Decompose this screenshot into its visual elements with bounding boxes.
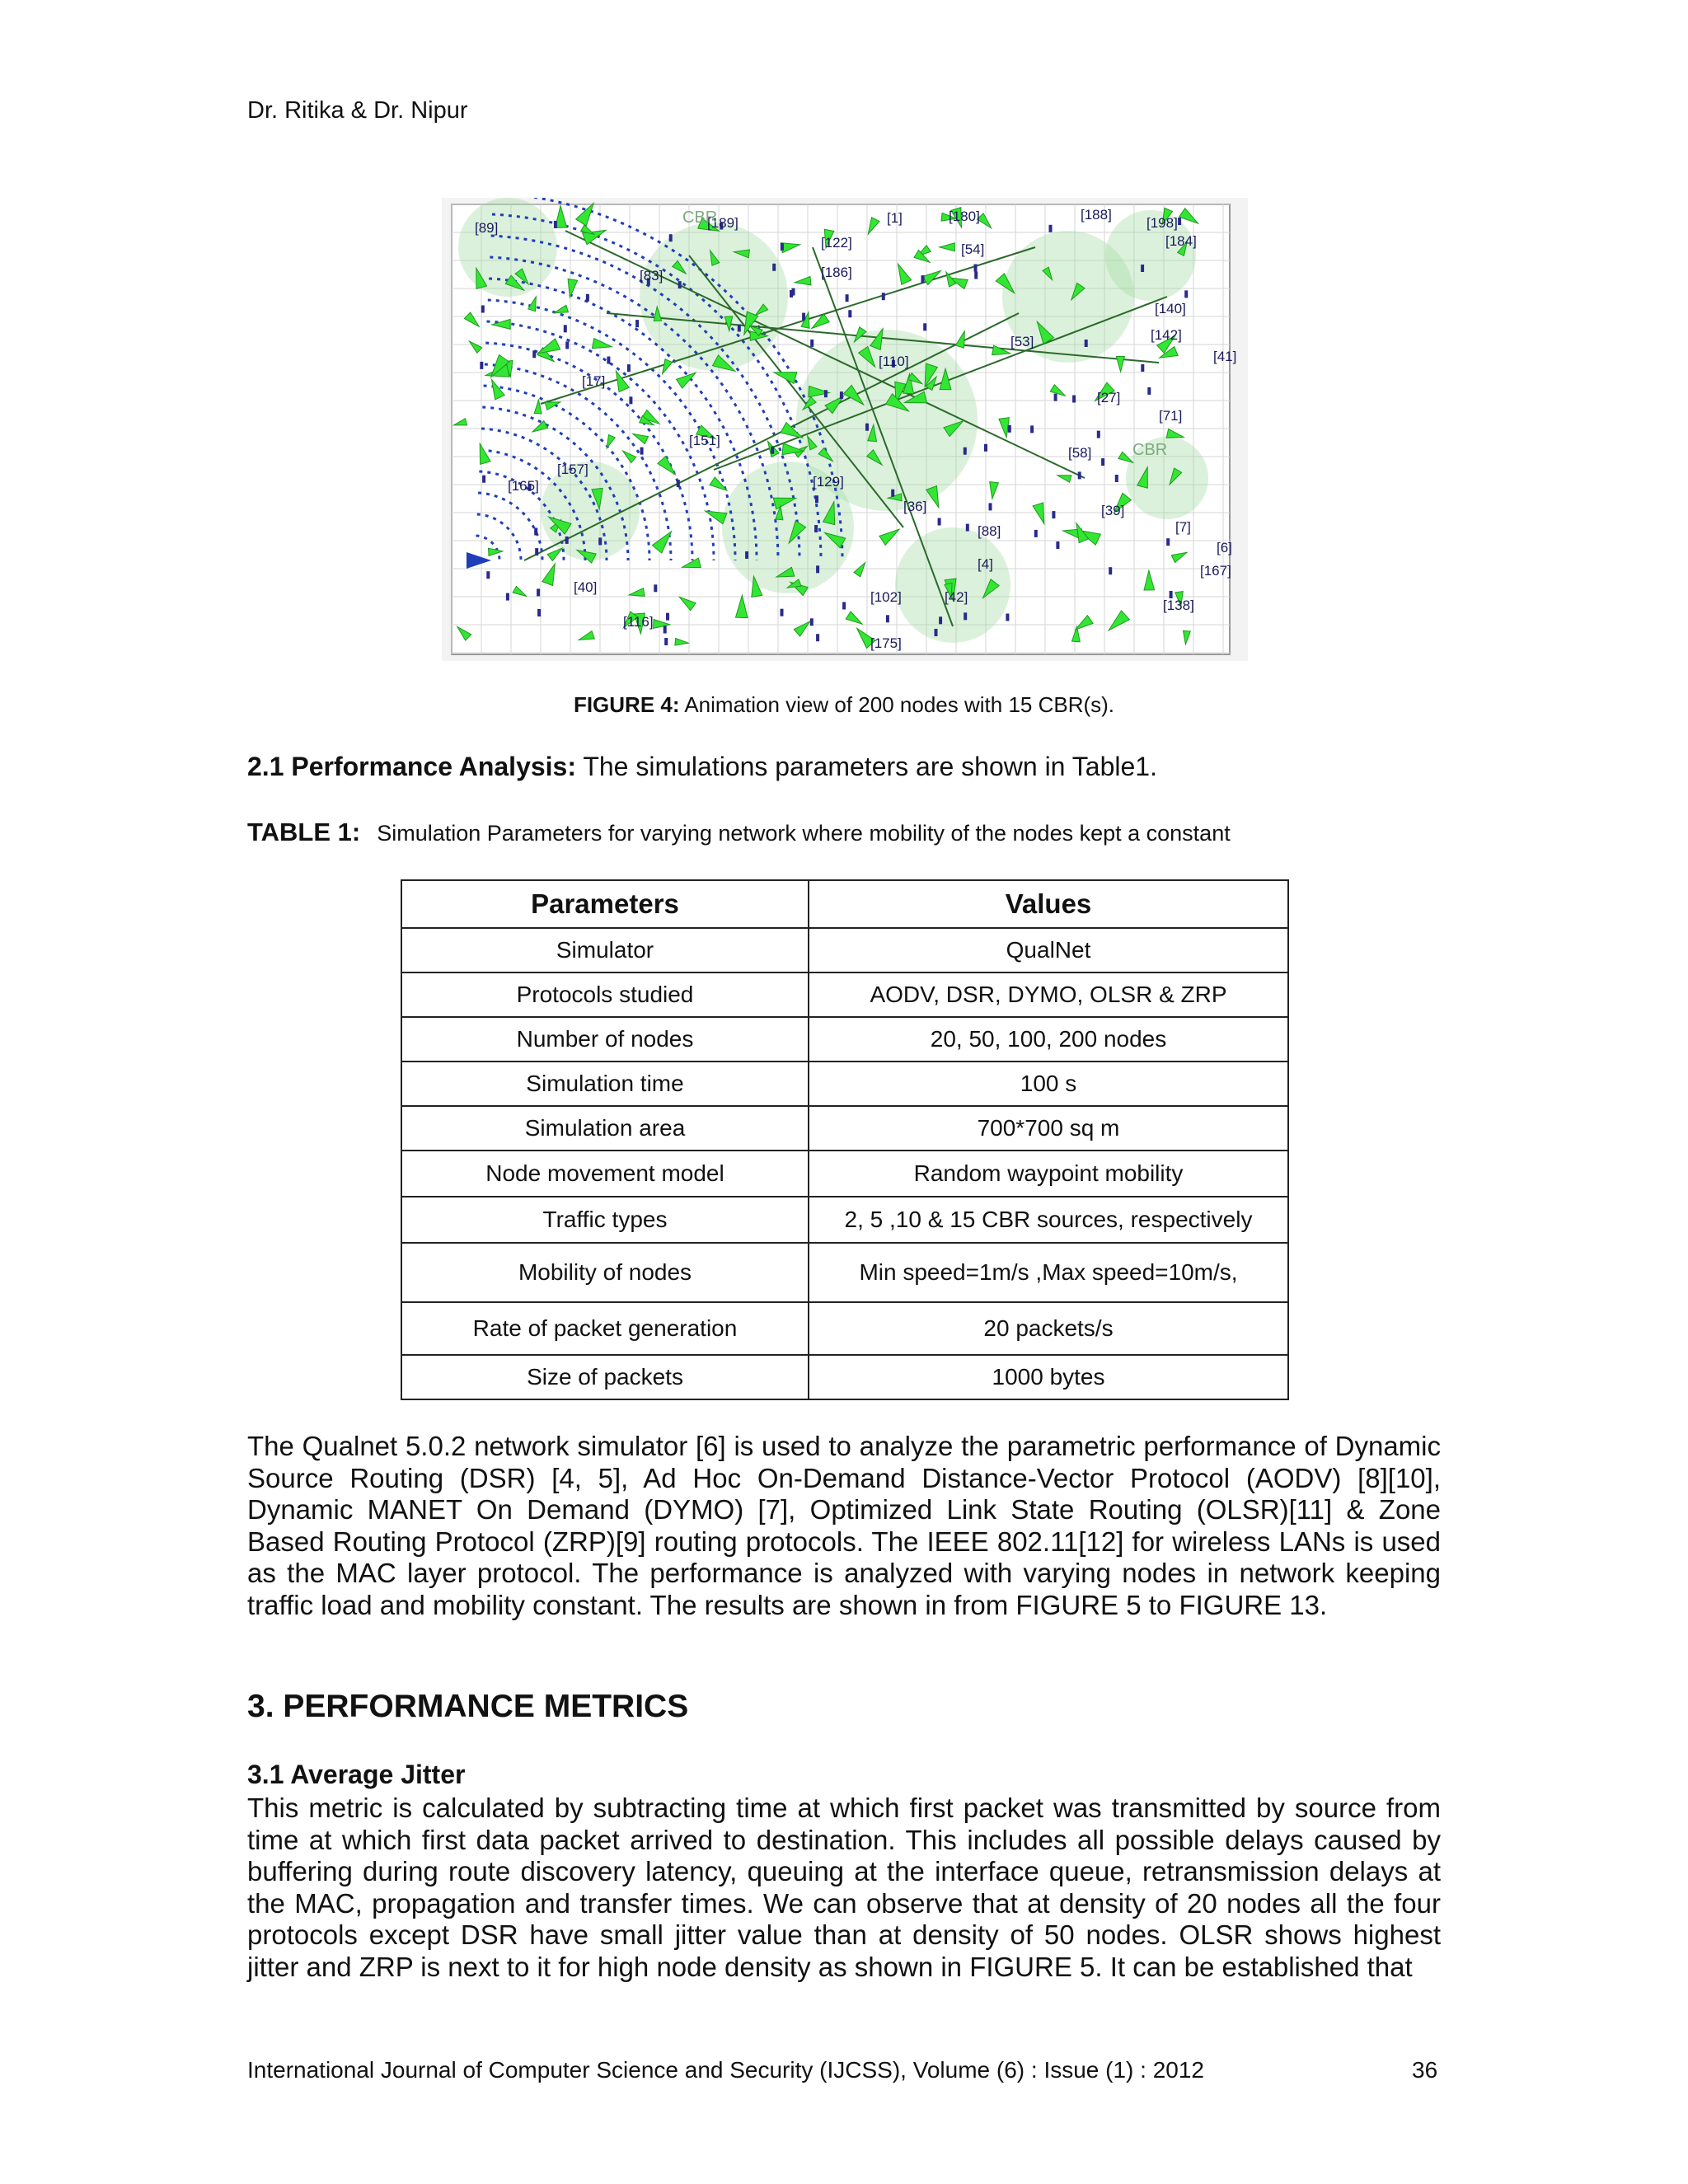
node-icon — [882, 293, 885, 300]
node-label: [142] — [1151, 327, 1182, 343]
node-icon — [1178, 218, 1181, 225]
node-label: [4] — [978, 556, 993, 572]
node-label: [83] — [640, 268, 663, 284]
node-label: [40] — [574, 579, 598, 595]
table-label: TABLE 1: — [247, 818, 361, 846]
node-icon — [814, 525, 818, 532]
node-icon — [886, 615, 889, 622]
node-label: [53] — [1010, 334, 1034, 349]
node-label: [54] — [961, 241, 985, 257]
table-row — [401, 928, 1288, 972]
node-label: [71] — [1159, 408, 1183, 424]
node-icon — [923, 323, 926, 330]
table-cell: Simulation time — [401, 1062, 809, 1106]
node-icon — [984, 444, 987, 452]
node-label: [122] — [821, 235, 852, 251]
table-caption — [247, 818, 1231, 847]
node-icon — [964, 612, 967, 620]
node-label: [180] — [949, 209, 980, 224]
node-icon — [865, 424, 869, 431]
node-icon — [677, 480, 680, 487]
node-icon — [640, 448, 644, 455]
figure-label: FIGURE 4: — [573, 692, 680, 717]
node-icon — [1141, 265, 1144, 272]
node-label: [41] — [1213, 349, 1237, 364]
table-cell: 1000 bytes — [809, 1355, 1288, 1399]
figure-caption — [0, 692, 1688, 718]
table-row — [401, 1017, 1288, 1062]
node-icon — [846, 294, 849, 302]
node-label: [189] — [707, 215, 738, 231]
node-icon — [974, 272, 978, 279]
node-label: [88] — [978, 523, 1001, 539]
node-icon — [939, 616, 942, 624]
node-icon — [1085, 340, 1088, 347]
node-icon — [921, 275, 925, 283]
node-icon — [1147, 387, 1151, 395]
node-icon — [506, 593, 509, 601]
table-row — [401, 1062, 1288, 1106]
table-cell: 100 s — [809, 1062, 1288, 1106]
table-row — [401, 1302, 1288, 1355]
node-label: [36] — [903, 499, 927, 514]
node-icon — [1078, 471, 1081, 479]
node-icon — [1101, 458, 1104, 466]
node-label: [167] — [1200, 563, 1231, 579]
node-label: [6] — [1217, 540, 1232, 555]
node-icon — [781, 243, 784, 251]
node-icon — [486, 571, 490, 579]
figure-caption-text: Animation view of 200 nodes with 15 CBR(s). — [684, 692, 1115, 717]
table-cell: Simulator — [401, 928, 809, 972]
node-icon — [790, 290, 793, 298]
node-icon — [745, 551, 748, 559]
node-icon — [1030, 425, 1034, 433]
table-cell: Protocols studied — [401, 972, 809, 1017]
node-label: [89] — [475, 220, 499, 236]
node-label: [198] — [1146, 215, 1178, 231]
table-cell: QualNet — [809, 928, 1288, 972]
node-icon — [772, 264, 776, 271]
table-row — [401, 1355, 1288, 1399]
node-icon — [1054, 394, 1057, 401]
node-label: [129] — [813, 474, 844, 490]
node-label: [110] — [879, 354, 909, 369]
table-row — [401, 1197, 1288, 1243]
table-cell: Size of packets — [401, 1355, 809, 1399]
node-label: [17] — [582, 373, 606, 389]
node-icon — [627, 364, 631, 372]
network-animation — [442, 198, 1248, 661]
figure-4-animation-view — [442, 198, 1248, 661]
section-text: The simulations parameters are shown in Table1. — [583, 752, 1157, 781]
node-icon — [810, 618, 814, 626]
table-cell: Node movement model — [401, 1151, 809, 1197]
cbr-label: CBR — [682, 209, 718, 227]
node-icon — [663, 626, 667, 634]
page-number: 36 — [1412, 2057, 1438, 2083]
table-row — [401, 1106, 1288, 1151]
table-title: Simulation Parameters for varying network where mobility of the nodes kept a constant — [377, 821, 1231, 846]
node-icon — [481, 306, 485, 313]
node-icon — [1115, 475, 1118, 482]
node-icon — [535, 548, 538, 555]
table-header: Values — [809, 880, 1288, 928]
node-label: [184] — [1165, 233, 1197, 249]
footer-journal: International Journal of Computer Science and Security (IJCSS), Volume (6) : Issue (1) : 2012 — [247, 2057, 1205, 2083]
node-label: [165] — [508, 478, 539, 494]
subsection-heading: 3.1 Average Jitter — [247, 1760, 466, 1789]
node-icon — [629, 396, 632, 404]
table-cell: Min speed=1m/s ,Max speed=10m/s, — [809, 1243, 1288, 1302]
node-label: [157] — [557, 462, 588, 477]
table-row — [401, 1243, 1288, 1302]
node-icon — [964, 448, 967, 455]
node-icon — [586, 294, 589, 302]
node-icon — [1072, 396, 1076, 403]
section-2-1 — [247, 752, 1157, 782]
table-row — [401, 972, 1288, 1017]
node-icon — [664, 638, 668, 645]
node-icon — [802, 313, 805, 321]
body-paragraph: This metric is calculated by subtracting time at which first packet was transmitted by source from time at which first data packet arrived to destination. This includes all possible delays caused by buffering during route discovery latency, queuing at the interface queue, retransmission delays at the MAC, propagation and transfer times. We can observe that at density of 20 nodes all the four protocols except DSR have small jitter value than at density of 50 nodes. OLSR shows highest jitter and ZRP is next to it for high node density as shown in FIGURE 5. It can be established that — [247, 1793, 1441, 1982]
node-label: [188] — [1081, 207, 1112, 223]
table-cell: Rate of packet generation — [401, 1302, 809, 1355]
node-icon — [842, 602, 846, 610]
node-icon — [537, 609, 541, 616]
node-icon — [810, 340, 814, 347]
node-label: [7] — [1175, 519, 1191, 535]
node-icon — [1049, 225, 1053, 232]
node-icon — [781, 609, 784, 616]
table-header: Parameters — [401, 880, 809, 928]
node-icon — [654, 584, 657, 592]
node-icon — [816, 565, 819, 573]
node-icon — [1166, 538, 1170, 546]
node-icon — [537, 588, 540, 596]
node-icon — [565, 537, 569, 544]
node-icon — [1034, 530, 1038, 537]
node-icon — [554, 221, 557, 228]
node-icon — [607, 357, 610, 364]
table-cell: 2, 5 ,10 & 15 CBR sources, respectively — [809, 1197, 1288, 1243]
section-heading: 2.1 Performance Analysis: — [247, 752, 576, 781]
table-row — [401, 1151, 1288, 1197]
simulation-parameters-table — [401, 879, 1289, 1400]
node-icon — [840, 391, 843, 399]
table-cell: Number of nodes — [401, 1017, 809, 1062]
node-icon — [974, 265, 978, 272]
node-icon — [1097, 431, 1100, 438]
node-icon — [815, 495, 818, 503]
node-icon — [669, 234, 673, 241]
node-label: [186] — [821, 265, 852, 280]
node-icon — [989, 503, 992, 510]
node-icon — [938, 518, 941, 526]
node-icon — [1184, 290, 1188, 298]
table-cell: Simulation area — [401, 1106, 809, 1151]
node-label: [175] — [870, 635, 902, 651]
node-icon — [534, 528, 537, 536]
node-label: [27] — [1097, 390, 1121, 405]
node-icon — [565, 341, 569, 349]
node-icon — [891, 490, 894, 497]
node-icon — [824, 390, 828, 397]
section-heading: 3. PERFORMANCE METRICS — [247, 1689, 689, 1724]
node-icon — [1006, 614, 1009, 621]
node-label: [116] — [623, 614, 654, 630]
node-label: [39] — [1101, 503, 1125, 518]
node-icon — [1109, 567, 1112, 574]
node-icon — [635, 320, 639, 327]
node-icon — [1056, 541, 1059, 549]
node-label: [151] — [689, 433, 720, 448]
node-icon — [738, 325, 741, 332]
table-cell: Random waypoint mobility — [809, 1151, 1288, 1197]
node-icon — [1008, 425, 1011, 433]
node-icon — [816, 634, 819, 641]
node-label: [138] — [1163, 598, 1194, 613]
node-label: [42] — [945, 589, 968, 605]
table-cell: 700*700 sq m — [809, 1106, 1288, 1151]
node-icon — [1052, 511, 1055, 518]
table-cell: AODV, DSR, DYMO, OLSR & ZRP — [809, 972, 1288, 1017]
node-icon — [771, 447, 774, 454]
node-icon — [480, 362, 483, 369]
node-label: [140] — [1155, 301, 1186, 316]
node-icon — [482, 476, 485, 483]
node-icon — [966, 524, 969, 532]
table-cell: Traffic types — [401, 1197, 809, 1243]
node-icon — [935, 629, 938, 636]
node-label: [102] — [870, 589, 902, 605]
table-cell: Mobility of nodes — [401, 1243, 809, 1302]
table-cell: 20 packets/s — [809, 1302, 1288, 1355]
cbr-label: CBR — [1132, 441, 1168, 459]
node-label: [58] — [1068, 445, 1092, 461]
node-icon — [848, 310, 851, 317]
node-icon — [1141, 364, 1144, 372]
table-cell: 20, 50, 100, 200 nodes — [809, 1017, 1288, 1062]
node-icon — [564, 325, 567, 332]
node-icon — [678, 281, 682, 288]
body-paragraph: The Qualnet 5.0.2 network simulator [6] is used to analyze the parametric performance of Dynamic Source Routing (DSR) [4, 5], Ad Hoc On-Demand Distance-Vector Protocol (AODV) [8][10], Dynamic MANET On Demand (DYMO) [7], Optimized Link State Routing (OLSR)[11] & Zone Based Routing Protocol (ZRP)[9] routing protocols. The IEEE 802.11[12] for wireless LANs is used as the MAC layer protocol. The performance is analyzed with varying nodes in network keeping traffic load and mobility constant. The results are shown in from FIGURE 5 to FIGURE 13. — [247, 1431, 1441, 1620]
node-icon — [532, 350, 536, 358]
node-icon — [598, 537, 602, 545]
node-icon — [666, 613, 669, 621]
node-label: [1] — [887, 210, 903, 226]
running-header: Dr. Ritika & Dr. Nipur — [247, 97, 468, 124]
